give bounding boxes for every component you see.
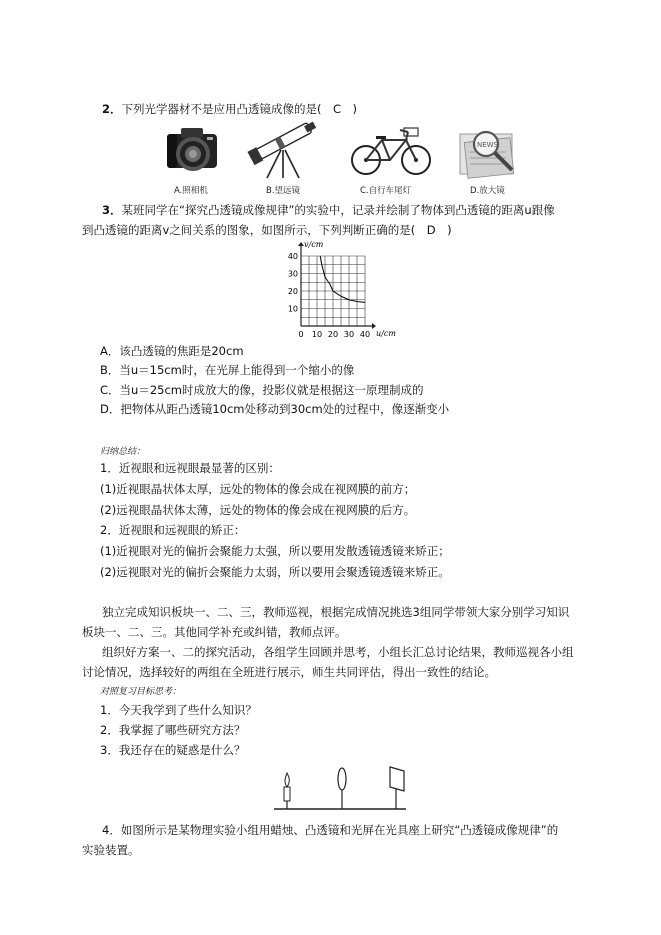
telescope-image [243,118,325,180]
y-tick-label: 20 [287,287,298,296]
caption-telescope: B.望远镜 [266,186,301,196]
reflect-heading: 对照复习目标思考： [100,687,182,697]
caption-bicycle-reflector: C.自行车尾灯 [360,186,412,196]
summary-item2: 2．近视眼和远视眼的矫正： [100,523,246,537]
q3-line1-text: 某班同学在“探究凸透镜成像规律”的实验中，记录并绘制了物体到凸透镜的距离u跟像 [121,203,555,217]
x-tick-label: 40 [359,330,371,339]
summary-item2b: (2)远视眼对光的偏折会聚能力太弱，所以要用会聚透镜透镜来矫正。 [100,565,450,579]
reflect-q1: 1．今天我学到了些什么知识？ [100,703,257,717]
y-tick-label: 10 [287,304,298,314]
reflect-q3: 3．我还存在的疑惑是什么？ [100,743,246,757]
y-axis-label: v/cm [304,240,324,249]
q3-number: 3． [102,203,122,217]
y-tick-labels [288,252,298,314]
q3-option-c: C．当u＝25cm时成放大的像，投影仪就是根据这一原理制成的 [100,383,424,397]
x-tick-label: 10 [311,330,323,339]
caption-camera: A.照相机 [174,186,208,196]
magnifier-image [456,126,522,178]
optical-bench-diagram [270,763,410,813]
candle [284,773,290,809]
q3-option-b: B．当u＝15cm时，在光屏上能得到一个缩小的像 [100,363,355,377]
v-u-curve [320,256,365,302]
summary-heading: 归纳总结： [100,447,146,457]
q2-number: 2． [102,102,122,116]
x-axis-label: u/cm [376,329,396,338]
q3-stem-line1 [102,202,555,218]
q4-line1: 4．如图所示是某物理实验小组用蜡烛、凸透镜和光屏在光具座上研究“凸透镜成像规律”的 [102,823,559,837]
para1-line1: 独立完成知识板块一、二、三，教师巡视，根据完成情况挑选3组同学带领大家分别学习知识 [102,605,570,619]
q2-text: 下列光学器材不是应用凸透镜成像的是( C ) [121,102,358,116]
summary-item1: 1．近视眼和远视眼最显著的区别： [100,461,280,475]
x-tick-label: 0 [298,330,304,339]
uv-graph [276,240,406,340]
light-screen [390,767,404,809]
summary-item2a: (1)近视眼对光的偏折会聚能力太强，所以要用发散透镜透镜来矫正； [100,544,450,558]
y-tick-label: 40 [287,252,298,261]
x-tick-label: 20 [327,330,339,339]
convex-lens [338,768,346,809]
para1-line2: 板块一、二、三。其他同学补充或纠错，教师点评。 [82,625,347,639]
q4-line2: 实验装置。 [82,843,140,857]
q3-option-a: A．该凸透镜的焦距是20cm [100,344,244,358]
summary-item1a: (1)近视眼晶状体太厚，远处的物体的像会成在视网膜的前方； [100,482,416,496]
bicycle-image [350,126,432,178]
x-tick-labels [298,330,370,339]
q2-stem [102,101,357,117]
q3-stem-line2: 到凸透镜的距离v之间关系的图象，如图所示，下列判断正确的是( D ) [82,223,452,237]
caption-magnifier: D.放大镜 [470,186,505,196]
reflect-q2: 2．我掌握了哪些研究方法？ [100,723,246,737]
summary-item1b: (2)远视眼晶状体太薄，远处的物体的像会成在视网膜的后方。 [100,503,416,517]
y-tick-label: 30 [287,269,298,279]
para2-line2: 讨论情况，选择较好的两组在全班进行展示，师生共同评估，得出一致性的结论。 [82,665,496,679]
q3-option-d: D．把物体从距凸透镜10cm处移动到30cm处的过程中，像逐渐变小 [100,402,450,416]
para2-line1: 组织好方案一、二的探究活动，各组学生回顾并思考，小组长汇总讨论结果，教师巡视各小组 [102,645,574,659]
x-tick-label: 30 [343,330,355,339]
camera-image [163,122,221,178]
news-label: NEWS [477,141,499,149]
